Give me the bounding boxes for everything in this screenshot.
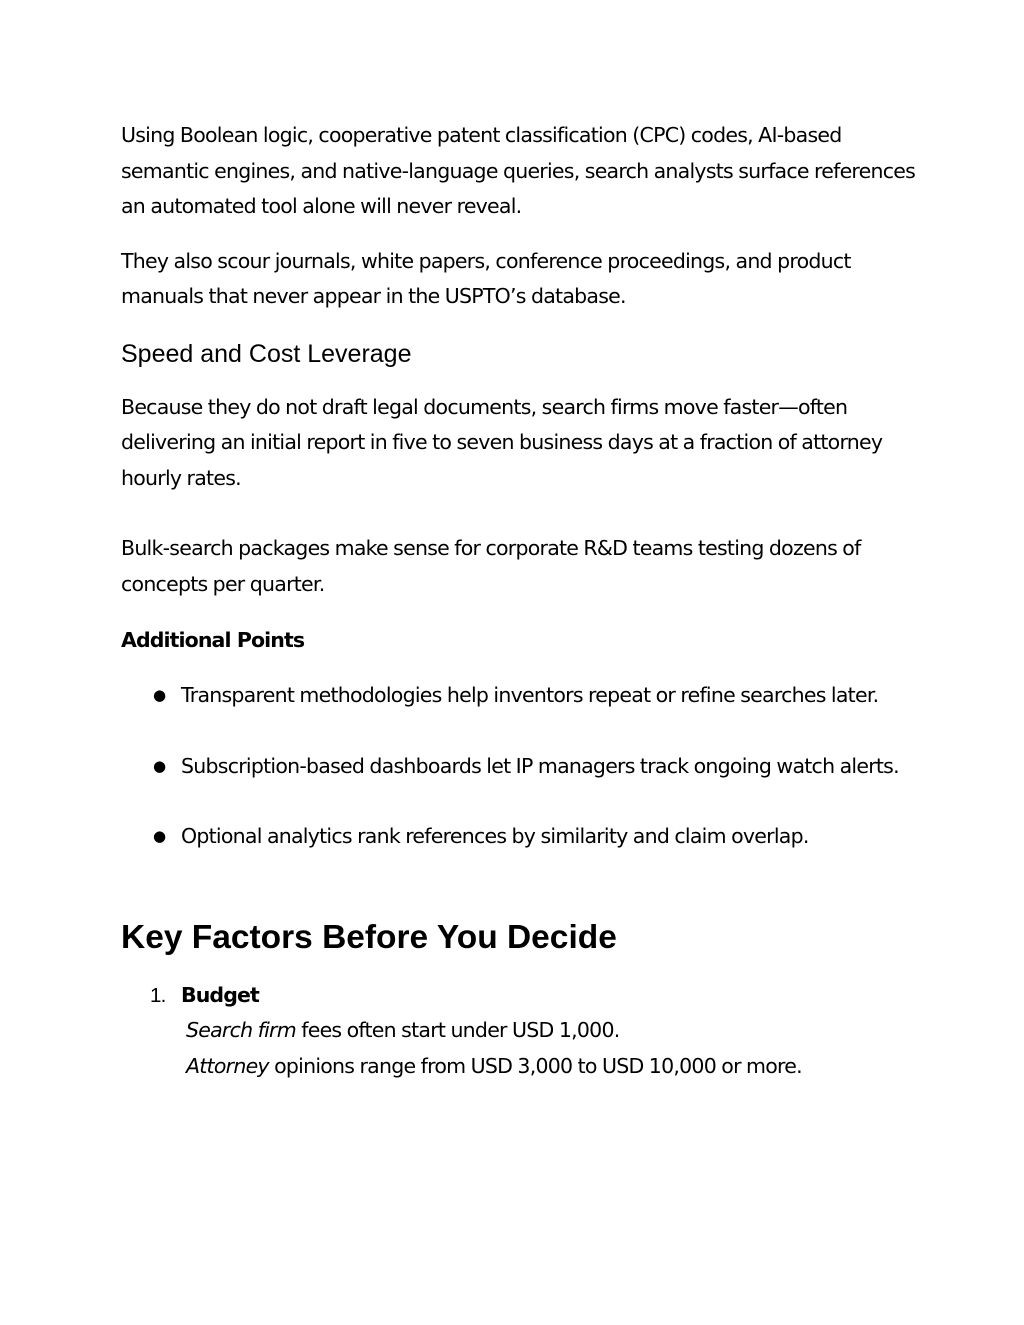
- list-item-text: Subscription‑based dashboards let IP managers track ongoing watch alerts.: [181, 753, 899, 778]
- intro-paragraph-2: They also scour journals, white papers, conference proceedings, and product manuals that never appear in the USPTO’s database.: [121, 248, 851, 308]
- intro-paragraph-1: Using Boolean logic, cooperative patent classification (CPC) codes, AI‑based semantic engines, and native‑language queries, search analysts surface references an automated tool alone will never reveal.: [121, 123, 916, 218]
- list-item: [121, 819, 921, 855]
- speed-paragraph-1: Because they do not draft legal documents, search firms move faster—often delivering an initial report in five to seven business days at a fraction of attorney hourly rates.: [121, 394, 883, 490]
- list-number: 1.: [150, 983, 166, 1007]
- bullet-icon: ●: [153, 686, 166, 704]
- emphasis-search-firm: Search firm: [186, 1018, 296, 1042]
- budget-line-text: fees often start under USD 1,000.: [295, 1018, 620, 1042]
- list-item-text: Transparent methodologies help inventors repeat or refine searches later.: [181, 683, 879, 707]
- section-heading-speed-cost: Speed and Cost Leverage: [121, 339, 412, 368]
- numbered-item-title: Budget: [181, 982, 259, 1007]
- numbered-item-budget: [121, 978, 921, 1085]
- emphasis-attorney: Attorney: [186, 1053, 269, 1078]
- document-page: [121, 118, 921, 1084]
- budget-line-attorney: [181, 1049, 921, 1085]
- list-item: [121, 678, 921, 714]
- bullet-icon: ●: [153, 756, 166, 775]
- list-item: [121, 749, 921, 785]
- additional-points-heading: Additional Points: [121, 628, 305, 652]
- budget-line-search-firm: [181, 1013, 921, 1049]
- speed-paragraph-2: Bulk‑search packages make sense for corporate R&D teams testing dozens of concepts per quarter.: [121, 536, 861, 596]
- bullet-icon: ●: [153, 827, 166, 845]
- list-item-text: Optional analytics rank references by similarity and claim overlap.: [181, 824, 809, 848]
- additional-points-list: [121, 678, 921, 855]
- key-factors-heading: Key Factors Before You Decide: [121, 918, 617, 956]
- budget-line-text: opinions range from USD 3,000 to USD 10,000 or more.: [268, 1053, 802, 1078]
